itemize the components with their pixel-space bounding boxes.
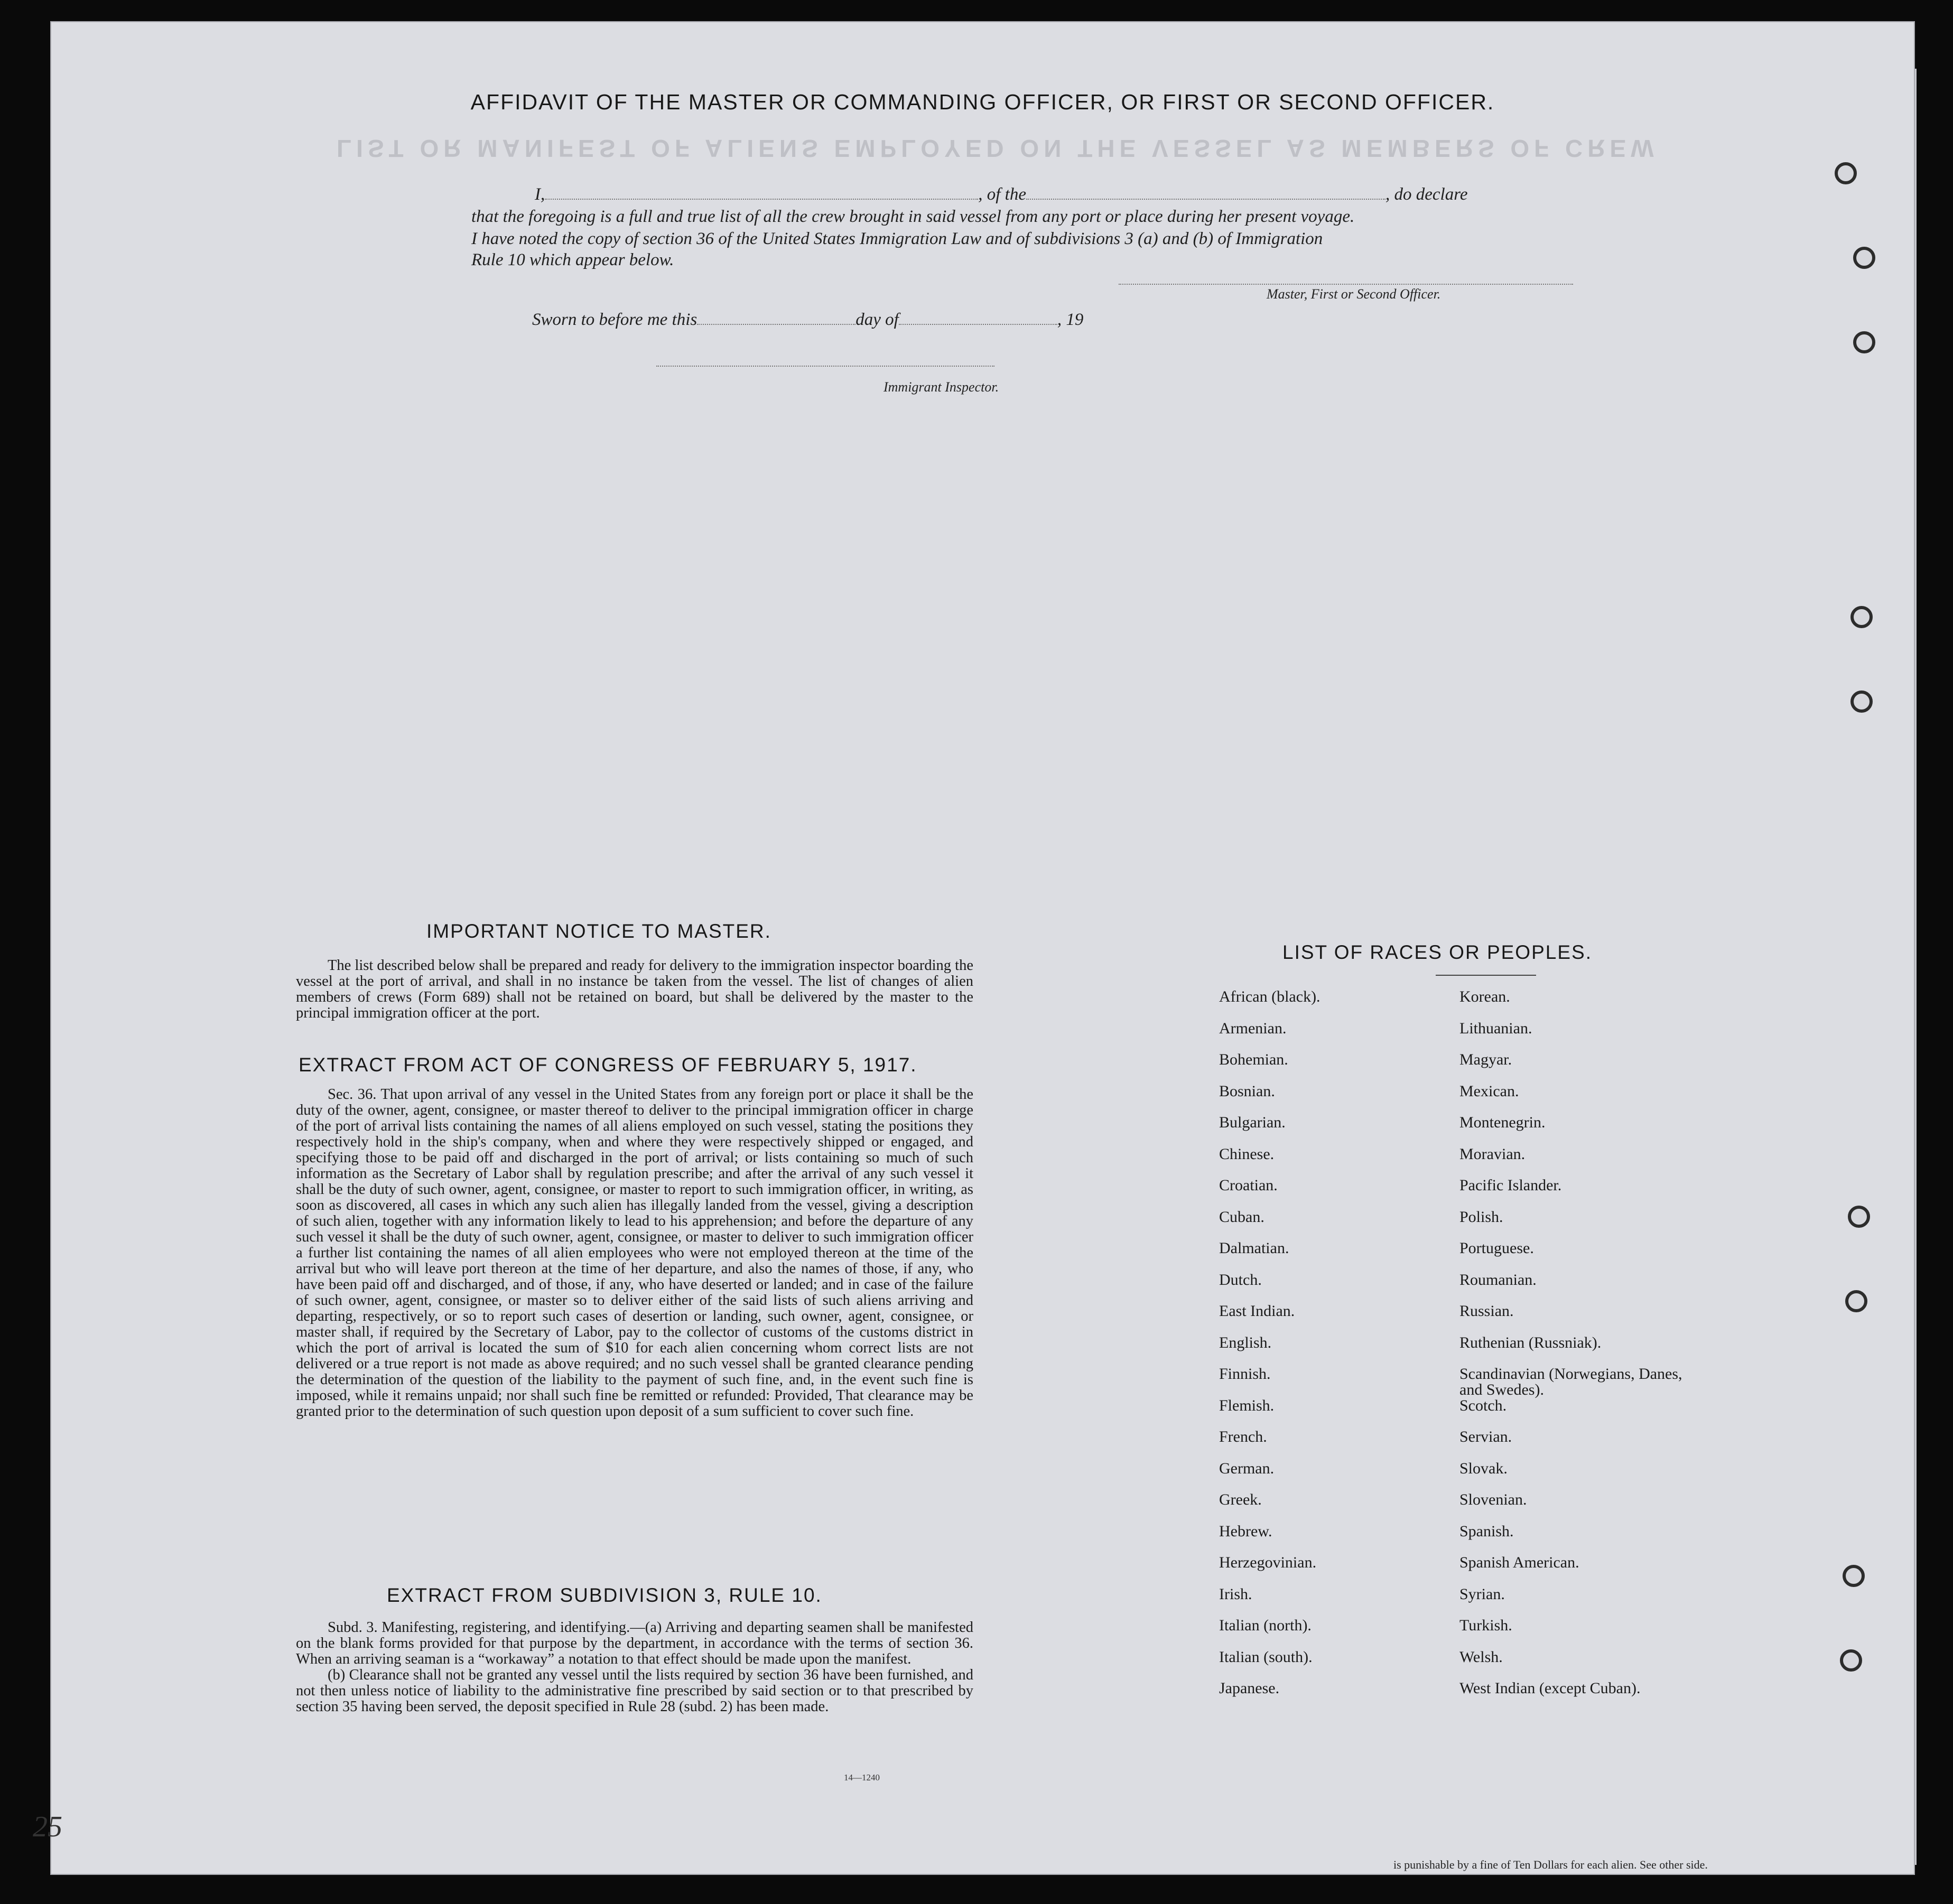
affidavit-line-1: I, , of the , do declare [535,185,1468,204]
act-extract-text: Sec. 36. That upon arrival of any vessel in the United States from any foreign port or place it shall be the duty of the owner, agent, consignee, or master thereof to deliver to the principal immigration officer in charge of the port of arrival lists containing the names of all aliens employed on such vessel, stating the positions they respectively hold in the ship's company, when and where they were respectively shipped or engaged, and specifying those to be paid off and discharged in the port of arrival; or lists containing so much of such information as the Secretary of Labor shall by regulation prescribe; and after the arrival of any such vessel it shall be the duty of such owner, agent, consignee, or master to report to such immigration officer, in writing, as soon as discovered, all cases in which any such alien has illegally landed from the vessel, giving a description of such alien, together with any information likely to lead to his apprehension; and before the departure of any such vessel it shall be the duty of such owner, agent, consignee, or master to deliver to such immigration officer a further list containing the names of all alien employees who were not employed thereon at the time of the arrival but who will leave port thereon at the time of her departure, and also the names of those, if any, who have been paid off and discharged, and of those, if any, who have deserted or landed; and in case of the failure of such owner, agent, consignee, or master so to deliver either of the said lists of such aliens arriving and departing, respectively, or so to report such cases of desertion or landing, such owner, agent, consignee, or master shall, if required by the Secretary of Labor, pay to the collector of customs of the customs district in which the port of arrival is located the sum of $10 for each alien concerning whom correct lists are not delivered or a true report is not made as above required; and no such vessel shall be granted clearance pending the determination of the question of the liability to the payment of such fine, and, in the event such fine is imposed, while it remains unpaid; nor shall such fine be remitted or refunded: Provided, That clearance may be granted prior to the determination of such question upon deposit of a sum sufficient to cover such fine. [296,1086,973,1420]
races-title-rule [1436,975,1536,976]
race-item: Greek. [1219,1491,1262,1508]
race-item: Spanish. [1459,1522,1514,1540]
race-item: Croatian. [1219,1177,1278,1194]
race-item: German. [1219,1459,1275,1477]
handwritten-margin-number: 25 [33,1810,62,1843]
race-item: Irish. [1219,1585,1252,1603]
document-page [33,21,1915,1875]
inspector-caption: Immigrant Inspector. [884,379,999,395]
race-item: African (black). [1219,988,1320,1005]
act-extract-title: EXTRACT FROM ACT OF CONGRESS OF FEBRUARY 5, 1917. [299,1054,917,1076]
race-item: Magyar. [1459,1051,1512,1068]
rule-extract-title: EXTRACT FROM SUBDIVISION 3, RULE 10. [387,1584,822,1606]
race-item: Japanese. [1219,1679,1280,1697]
race-item: Mexican. [1459,1082,1519,1100]
punch-hole-9 [1840,1649,1862,1672]
notice-text: The list described below shall be prepared and ready for delivery to the immigration inspector boarding the vessel at the port of arrival, and shall in no instance be taken from the vessel. The list of changes of alien members of crews (Form 689) shall not be retained on board, but shall be delivered by the master to the principal immigration officer at the port. [296,957,973,1021]
race-item: Syrian. [1459,1585,1505,1603]
race-item: Finnish. [1219,1365,1271,1383]
race-item: French. [1219,1428,1267,1445]
race-item: Russian. [1459,1302,1514,1320]
punch-hole-1 [1835,162,1857,184]
affidavit-line-3: I have noted the copy of section 36 of the United States Immigration Law and of subdivisions 3 (a) and (b) of Immigration [471,229,1323,248]
race-item: Turkish. [1459,1617,1512,1634]
name-blank[interactable] [545,199,978,200]
race-item: Spanish American. [1459,1554,1579,1571]
race-item: Cuban. [1219,1208,1264,1226]
affidavit-title: AFFIDAVIT OF THE MASTER OR COMMANDING OFFICER, OR FIRST OR SECOND OFFICER. [470,90,1495,114]
affidavit-line-4: Rule 10 which appear below. [471,250,674,269]
race-item: Dalmatian. [1219,1239,1289,1257]
master-signature-line[interactable] [1119,284,1573,285]
month-blank[interactable] [899,324,1057,325]
races-right-column [1459,989,1687,1712]
punch-hole-7 [1845,1290,1867,1312]
punch-hole-5 [1850,690,1873,713]
punch-hole-6 [1848,1206,1870,1228]
race-item: Dutch. [1219,1271,1262,1289]
race-item: Pacific Islander. [1459,1177,1562,1194]
day-blank[interactable] [697,324,855,325]
races-left-column [1219,989,1320,1712]
punch-hole-3 [1853,331,1875,353]
rule-para-b: (b) Clearance shall not be granted any vessel until the lists required by section 36 have been furnished, and not then unless notice of liability to the administrative fine prescribed by said section or to that prescribed by section 35 having been served, the deposit specified in Rule 28 (subd. 2) has been made. [296,1667,973,1715]
footer-note: is punishable by a fine of Ten Dollars for each alien. See other side. [1393,1858,1708,1871]
race-item: West Indian (except Cuban). [1459,1679,1641,1697]
race-item: Italian (north). [1219,1617,1312,1634]
race-item: Flemish. [1219,1396,1275,1414]
affidavit-line-2: that the foregoing is a full and true list of all the crew brought in said vessel from any port or place during her present voyage. [471,207,1355,226]
race-item: Slovenian. [1459,1491,1527,1508]
form-number: 14—1240 [844,1772,880,1782]
race-item: Slovak. [1459,1459,1508,1477]
rule-extract-text [296,1620,973,1715]
race-item: Bohemian. [1219,1051,1288,1068]
vessel-blank[interactable] [1026,199,1385,200]
race-item: Italian (south). [1219,1648,1313,1666]
race-item: Armenian. [1219,1019,1287,1037]
race-item: Portuguese. [1459,1239,1534,1257]
races-title: LIST OF RACES OR PEOPLES. [1282,941,1592,963]
race-item: Chinese. [1219,1145,1275,1163]
race-item: Scotch. [1459,1396,1507,1414]
race-item: Lithuanian. [1459,1019,1532,1037]
punch-hole-4 [1850,606,1873,628]
race-item: English. [1219,1333,1272,1351]
race-item: Bosnian. [1219,1082,1275,1100]
race-item: Bulgarian. [1219,1114,1286,1131]
race-item: Ruthenian (Russniak). [1459,1333,1602,1351]
race-item: Moravian. [1459,1145,1526,1163]
punch-hole-8 [1843,1565,1865,1587]
race-item: East Indian. [1219,1302,1295,1320]
race-item: Polish. [1459,1208,1503,1226]
race-item: Herzegovinian. [1219,1554,1317,1571]
race-item: Roumanian. [1459,1271,1537,1289]
race-item: Montenegrin. [1459,1114,1546,1131]
punch-hole-2 [1853,247,1875,269]
master-caption: Master, First or Second Officer. [1267,286,1441,302]
race-item: Hebrew. [1219,1522,1272,1540]
sworn-line: Sworn to before me this day of , 19 [532,310,1084,329]
inspector-signature-line[interactable] [656,366,994,367]
notice-title: IMPORTANT NOTICE TO MASTER. [426,920,771,942]
bleed-through-header: LIST OR MANIFEST OF ALIENS EMPLOYED ON THE VESSEL AS MEMBERS OF CREW [337,135,1659,162]
race-item: Welsh. [1459,1648,1503,1666]
race-item: Servian. [1459,1428,1512,1445]
race-item: Scandinavian (Norwegians, Danes, and Swedes). [1459,1365,1682,1398]
rule-para-a: Subd. 3. Manifesting, registering, and identifying.—(a) Arriving and departing seamen shall be manifested on the blank forms provided for that purpose by the department, in accordance with the terms of section 36. When an arriving seaman is a “workaway” a notation to that effect should be made upon the manifest. [296,1619,973,1667]
race-item: Korean. [1459,988,1510,1005]
